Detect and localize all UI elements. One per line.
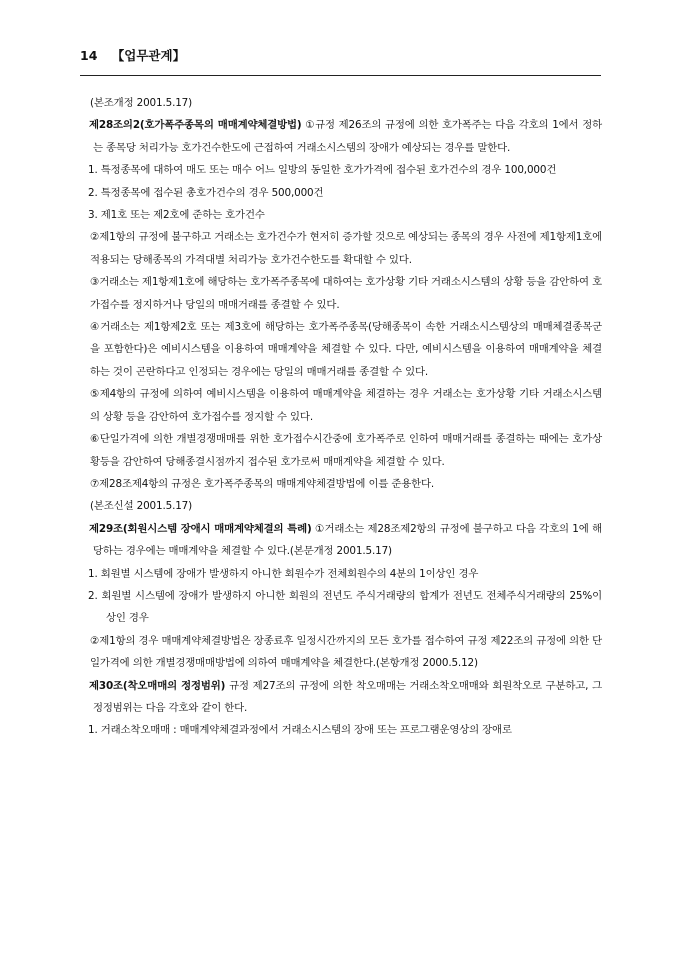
page-header <box>80 46 185 64</box>
clause-paragraph: ⑤제4항의 규정에 의하여 예비시스템을 이용하여 매매계약을 체결하는 경우 거래소는 호가상황 기타 거래소시스템의 상황 등을 감안하여 호가접수를 정지할 수 있다. <box>90 388 602 423</box>
document-body <box>80 92 602 742</box>
article-paragraph <box>80 114 602 159</box>
article-text: ①규정 제26조의 규정에 의한 호가폭주는 다음 각호의 1에서 정하는 종목당 처리가능 호가건수한도에 근접하여 거래소시스템의 장애가 예상되는 경우를 말한다. <box>93 119 602 154</box>
clause-paragraph: ⑦제28조제4항의 규정은 호가폭주종목의 매매계약체결방법에 이를 준용한다. <box>90 477 435 490</box>
list-item: 2. 특정종목에 접수된 총호가건수의 경우 500,000건 <box>88 186 324 199</box>
article-paragraph <box>80 518 602 563</box>
header-divider <box>80 75 601 76</box>
section-title: 【업무관계】 <box>111 48 186 63</box>
article-title: 제30조(착오매매의 정정범위) <box>89 679 226 692</box>
clause-paragraph: ④거래소는 제1항제2호 또는 제3호에 해당하는 호가폭주종목(당해종목이 속한 거래소시스템상의 매매체결종목군을 포함한다)은 예비시스템을 이용하여 매매계약을 체결할 수 있다. 다만, 예비시스템을 이용하여 매매계약을 체결하는 것이 곤란하다고 인정되는 경우에는 당일의 매매거래를 종결할 수 있다. <box>90 321 602 378</box>
amendment-note: (본조신설 2001.5.17) <box>90 500 193 513</box>
article-title: 제29조(회원시스템 장애시 매매계약체결의 특례) <box>89 522 312 535</box>
list-item: 1. 거래소착오매매 : 매매계약체결과정에서 거래소시스템의 장애 또는 프로그램운영상의 장애로 <box>88 724 512 737</box>
list-item: 2. 회원별 시스템에 장애가 발생하지 아니한 회원의 전년도 주식거래량의 합계가 전년도 전체주식거래량의 25%이상인 경우 <box>88 589 602 625</box>
list-item: 1. 특정종목에 대하여 매도 또는 매수 어느 일방의 동일한 호가가격에 접수된 호가건수의 경우 100,000건 <box>88 164 557 177</box>
article-text: ①거래소는 제28조제2항의 규정에 불구하고 다음 각호의 1에 해당하는 경우에는 매매계약을 체결할 수 있다.(본문개정 2001.5.17) <box>93 522 603 558</box>
clause-paragraph: ③거래소는 제1항제1호에 해당하는 호가폭주종목에 대하여는 호가상황 기타 거래소시스템의 상황 등을 감안하여 호가접수를 정지하거나 당일의 매매거래를 종결할 수 있다. <box>90 276 602 311</box>
list-item: 3. 제1호 또는 제2호에 준하는 호가건수 <box>88 209 265 222</box>
clause-paragraph: ②제1항의 규정에 불구하고 거래소는 호가건수가 현저히 증가할 것으로 예상되는 종목의 경우 사전에 제1항제1호에 적용되는 당해종목의 가격대별 처리가능 호가건수한도를 확대할 수 있다. <box>90 231 602 266</box>
article-paragraph <box>80 675 602 720</box>
article-text: 규정 제27조의 규정에 의한 착오매매는 거래소착오매매와 회원착오로 구분하고, 그 정정범위는 다음 각호와 같이 한다. <box>93 679 603 714</box>
clause-paragraph: ⑥단일가격에 의한 개별경쟁매매를 위한 호가접수시간중에 호가폭주로 인하여 매매거래를 종결하는 때에는 호가상황등을 감안하여 당해종결시점까지 접수된 호가로써 매매계약을 체결할 수 있다. <box>90 433 602 468</box>
article-title: 제28조의2(호가폭주종목의 매매계약체결방법) <box>89 119 302 132</box>
page-number: 14 <box>80 48 98 63</box>
clause-paragraph: ②제1항의 경우 매매계약체결방법은 장종료후 일정시간까지의 모든 호가를 접수하여 규정 제22조의 규정에 의한 단일가격에 의한 개별경쟁매매방법에 의하여 매매계약을 체결한다.(본항개정 2000.5.12) <box>90 634 602 670</box>
amendment-note: (본조개정 2001.5.17) <box>90 97 193 109</box>
list-item: 1. 회원별 시스템에 장애가 발생하지 아니한 회원수가 전체회원수의 4분의 1이상인 경우 <box>88 567 479 580</box>
